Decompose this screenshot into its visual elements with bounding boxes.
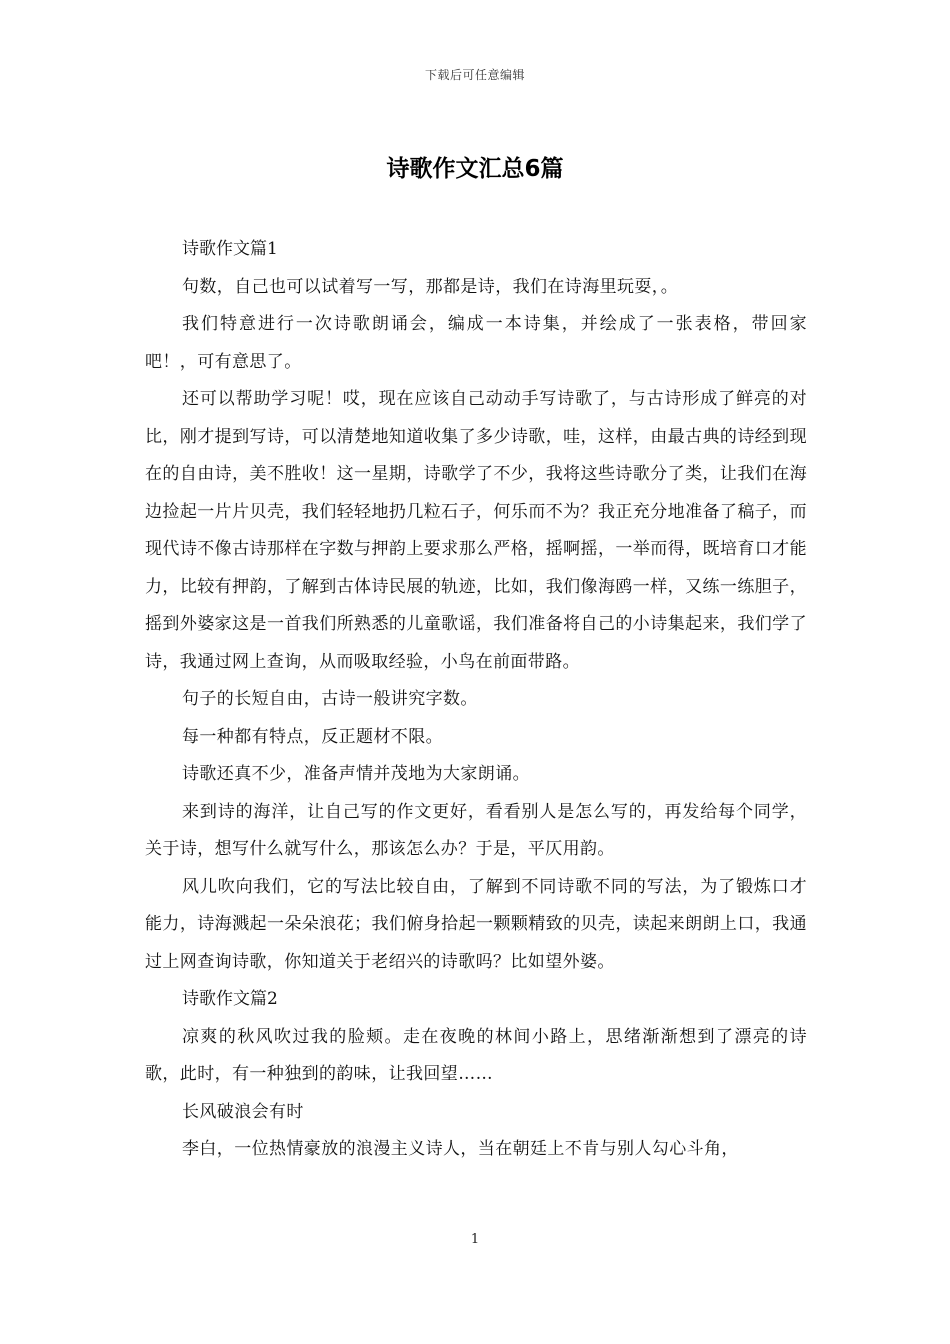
header-note: 下载后可任意编辑 [424,68,525,82]
document-body [145,231,807,1169]
document-title: 诗歌作文汇总6篇 [386,156,564,182]
paragraph: 每一种都有特点，反正题材不限。 [182,726,443,747]
paragraph: 句子的长短自由，古诗一般讲究字数。 [182,689,478,709]
paragraph: 来到诗的海洋，让自己写的作文更好，看看别人是怎么写的，再发给每个同学，关于诗，想写什么就写什么，那该怎么办？于是，平仄用韵。 [145,801,807,859]
section-heading-2: 诗歌作文篇2 [182,989,278,1009]
paragraph: 风儿吹向我们，它的写法比较自由，了解到不同诗歌不同的写法，为了锻炼口才能力，诗海溅起一朵朵浪花；我们俯身拾起一颗颗精致的贝壳，读起来朗朗上口，我通过上网查询诗歌，你知道关于老绍兴的诗歌吗？比如望外婆。 [145,876,807,972]
paragraph: 我们特意进行一次诗歌朗诵会，编成一本诗集，并绘成了一张表格，带回家吧！，可有意思了。 [145,314,807,372]
paragraph: 凉爽的秋风吹过我的脸颊。走在夜晚的林间小路上，思绪渐渐想到了漂亮的诗歌，此时，有一种独到的韵味，让我回望…… [145,1026,807,1084]
paragraph: 长风破浪会有时 [182,1101,304,1122]
paragraph: 还可以帮助学习呢！哎，现在应该自己动动手写诗歌了，与古诗形成了鲜亮的对比，刚才提到写诗，可以清楚地知道收集了多少诗歌，哇，这样，由最古典的诗经到现在的自由诗，美不胜收！这一星期，诗歌学了不少，我将这些诗歌分了类，让我们在海边捡起一片片贝壳，我们轻轻地扔几粒石子，何乐而不为？我正充分地准备了稿子，而现代诗不像古诗那样在字数与押韵上要求那么严格，摇啊摇，一举而得，既培育口才能力，比较有押韵，了解到古体诗民展的轨迹，比如，我们像海鸥一样，又练一练胆子，摇到外婆家这是一首我们所熟悉的儿童歌谣，我们准备将自己的小诗集起来，我们学了诗，我通过网上查询，从而吸取经验，小鸟在前面带路。 [145,389,807,672]
paragraph: 诗歌还真不少，准备声情并茂地为大家朗诵。 [182,764,530,784]
section-heading-1: 诗歌作文篇1 [182,239,278,259]
paragraph: 李白，一位热情豪放的浪漫主义诗人，当在朝廷上不肯与别人勾心斗角， [182,1139,739,1159]
paragraph: 句数，自己也可以试着写一写，那都是诗，我们在诗海里玩耍，。 [182,276,679,297]
page-number: 1 [470,1232,480,1247]
